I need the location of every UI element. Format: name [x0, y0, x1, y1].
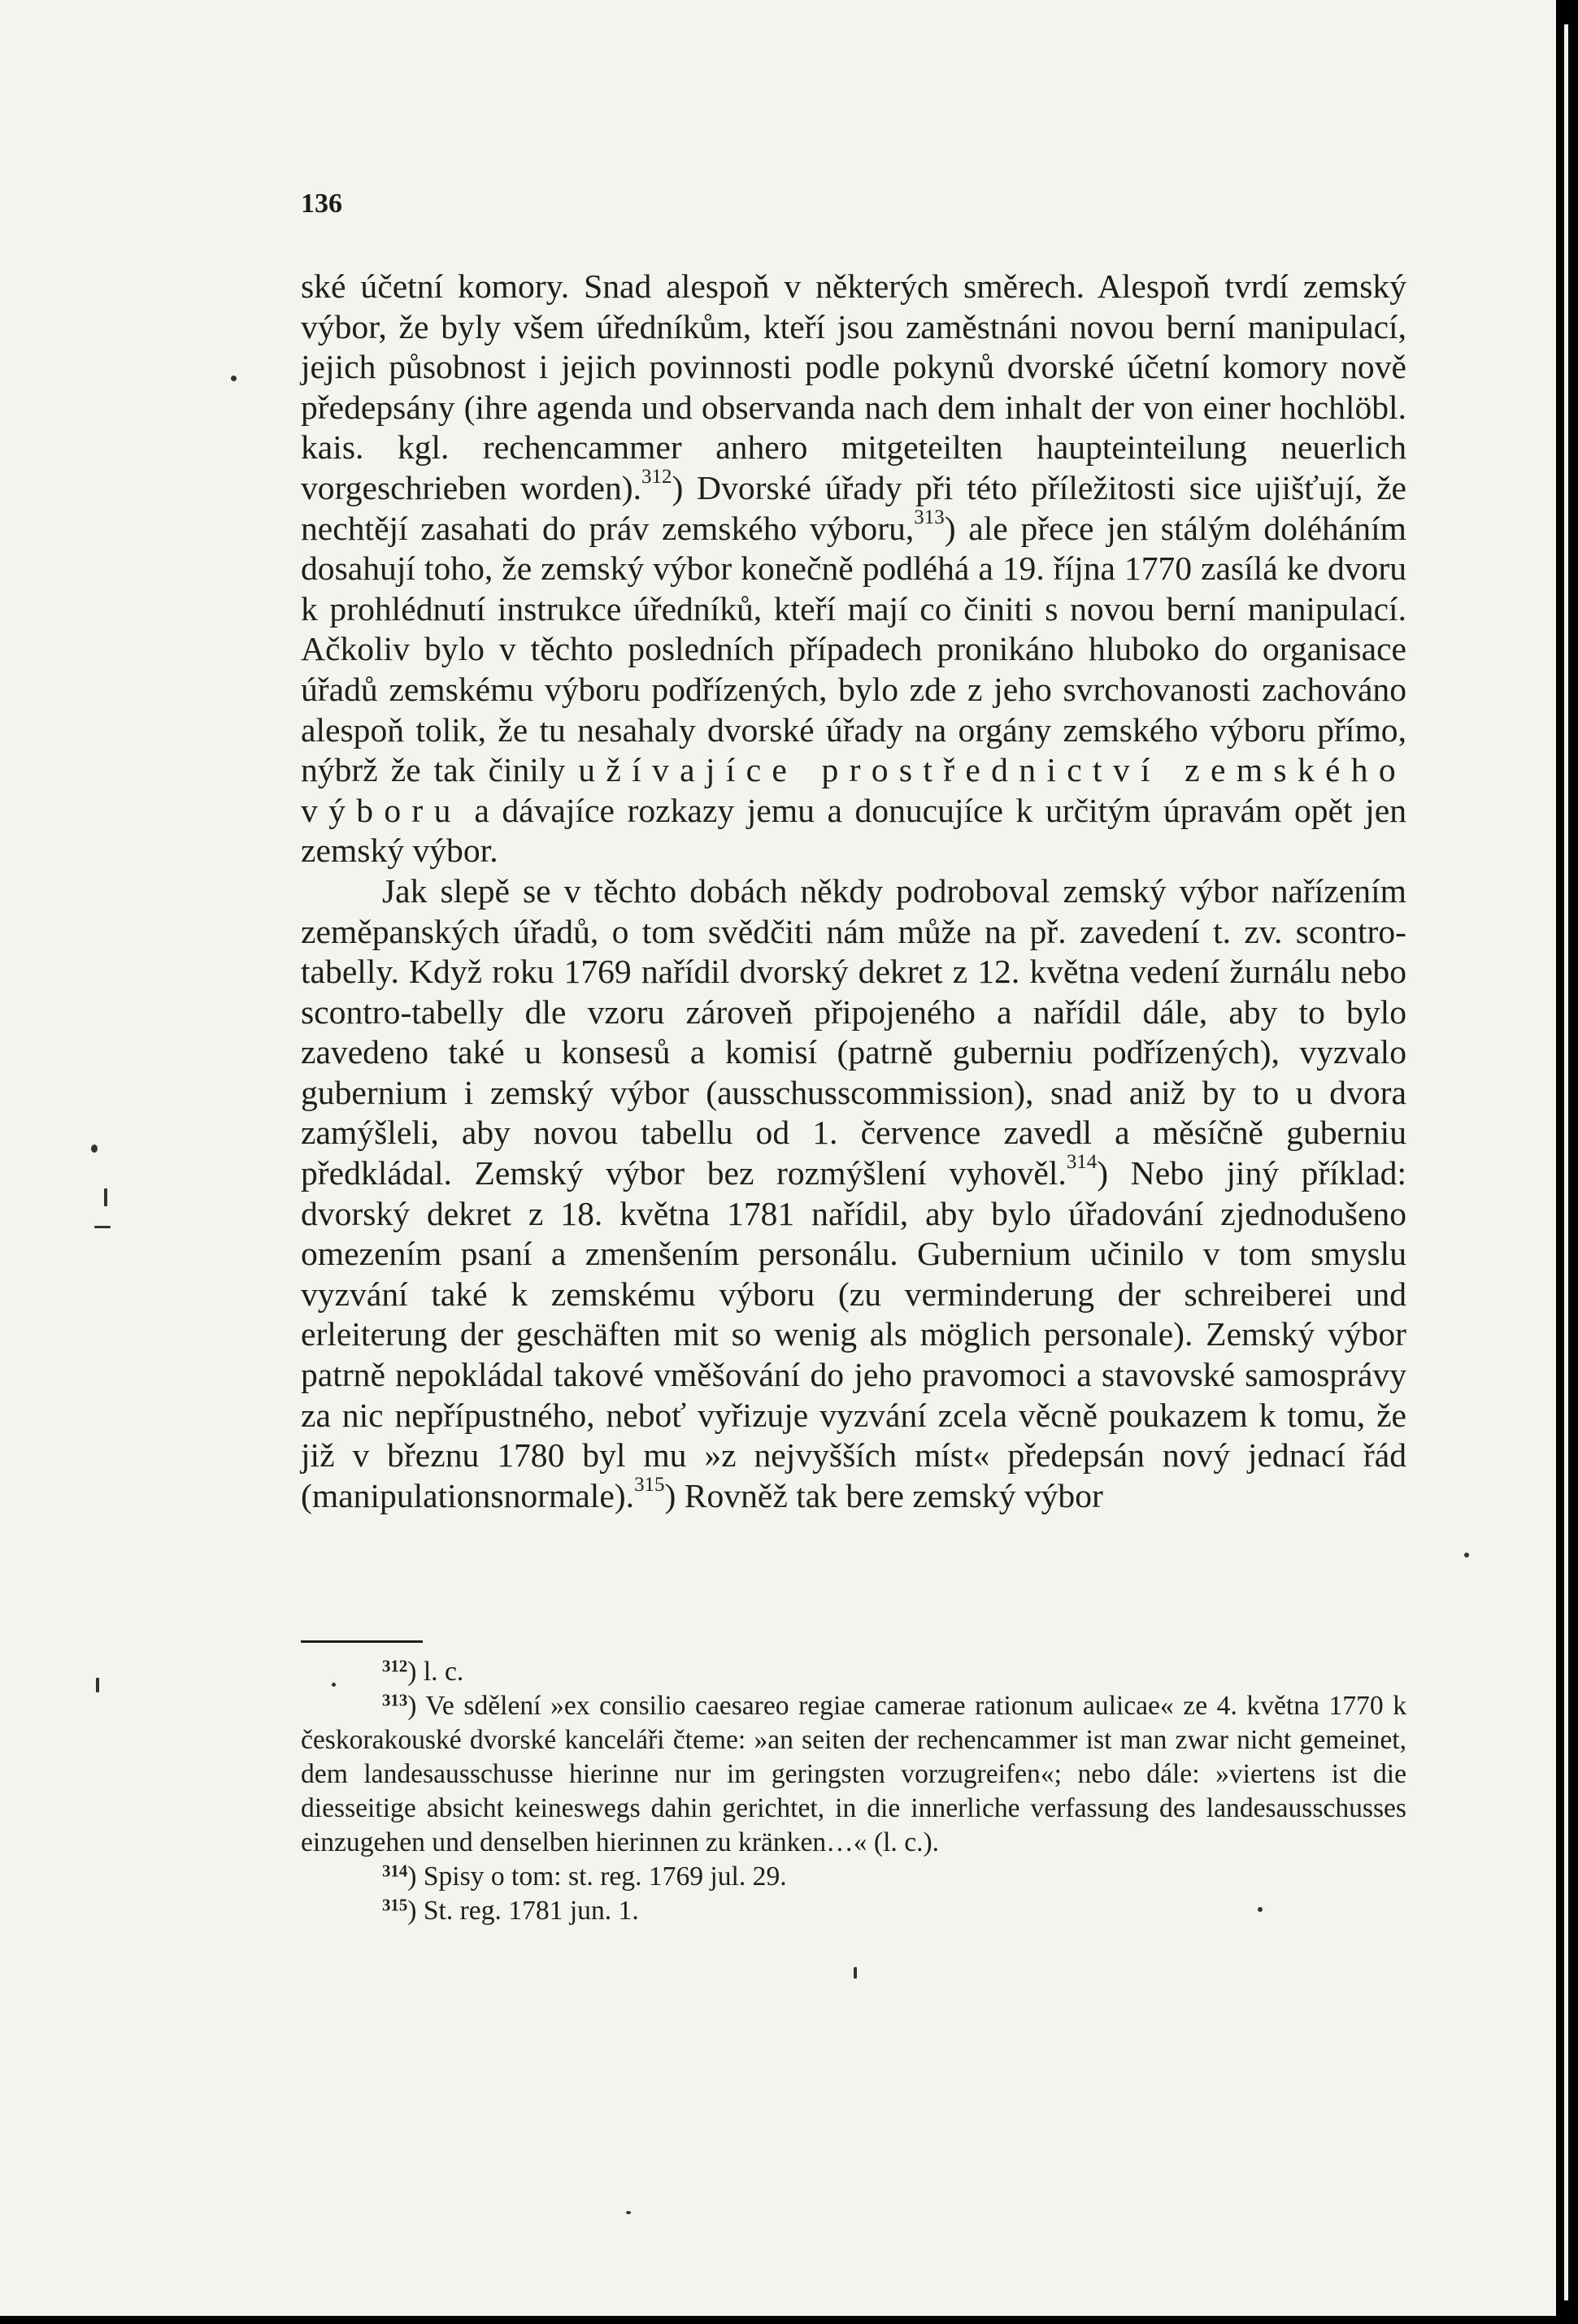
spaced-emphasis: užívajíce prostřednictví zemského výboru — [301, 751, 1406, 829]
footnotes — [301, 1655, 1406, 1928]
footnote-312 — [301, 1655, 1406, 1689]
main-text — [301, 267, 1406, 1516]
scan-speck — [1258, 1907, 1263, 1912]
paragraph-2-text-c: ) Rovněž tak bere zemský výbor — [664, 1476, 1103, 1514]
scan-speck — [332, 1683, 336, 1687]
footnote-text: ) Spisy o tom: st. reg. 1769 jul. 29. — [407, 1861, 787, 1892]
footnote-315 — [301, 1894, 1406, 1928]
footnote-mark: 312 — [382, 1656, 408, 1676]
paragraph-2 — [301, 871, 1406, 1517]
footnote-314 — [301, 1860, 1406, 1894]
paragraph-1 — [301, 267, 1406, 871]
paragraph-2-text-a: Jak slepě se v těchto dobách někdy podroboval zemský výbor nařízením zeměpanských úřadů, o tom svědčiti nám může na př. zavedení t. zv. scontro-tabelly. Když roku 1769 nařídil dvorský dekret z 12. května vedení žurnálu nebo scontro-tabelly dle vzoru zároveň připojeného a nařídil dále, aby to bylo zavedeno také u konsesů a komisí (patrně guberniu podřízených), vyzvalo gubernium i zemský výbor (ausschusscommission), snad aniž by to u dvora zamýšleli, aby novou tabellu od 1. července zavedl a měsíčně guberniu předkládal. Zemský výbor bez rozmýšlení vyhověl. — [301, 871, 1406, 1192]
scan-speck — [231, 376, 237, 381]
scan-speck — [91, 1145, 98, 1153]
footnote-mark: 315 — [382, 1895, 408, 1915]
footnote-divider — [301, 1640, 423, 1643]
scan-speck — [854, 1967, 857, 1979]
footnote-ref-312: 312 — [641, 466, 672, 489]
paragraph-1-text-a: ské účetní komory. Snad alespoň v některých směrech. Alespoň tvrdí zemský výbor, že byly všem úředníkům, kteří jsou zaměstnáni novou berní manipulací, jejich působnost i jejich povinnosti podle pokynů dvorské účetní komory nově předepsány (ihre agenda und observanda nach dem inhalt der von einer hochlöbl. kais. kgl. rechencammer anhero mitgeteilten haupteinteilung neuerlich vorgeschrieben worden). — [301, 267, 1406, 506]
footnote-text: ) l. c. — [407, 1657, 464, 1687]
scan-speck — [104, 1188, 107, 1206]
page-number: 136 — [301, 189, 342, 219]
footnote-313 — [301, 1689, 1406, 1860]
paragraph-1-text-c: ) ale přece jen stálým doléháním dosahují toho, že zemský výbor konečně podléhá a 19. října 1770 zasílá ke dvoru k prohlédnutí instrukce úředníků, kteří mají co činiti s novou berní manipulací. Ačkoliv bylo v těchto posledních případech pronikáno hluboko do organisace úřadů zemskému výboru podřízených, bylo zde z jeho svrchovanosti zachováno alespoň tolik, že tu nesahaly dvorské úřady na orgány zemského výboru přímo, nýbrž že tak činily — [301, 509, 1406, 789]
scan-edge-line — [1564, 24, 1568, 2300]
scan-speck — [626, 2211, 631, 2214]
footnote-mark: 314 — [382, 1861, 408, 1881]
scan-speck — [96, 1678, 99, 1692]
footnote-mark: 313 — [382, 1690, 408, 1710]
paragraph-1-text-d: a dávajíce rozkazy jemu a donucujíce k určitým úpravám opět jen zemský výbor. — [301, 791, 1407, 870]
footnote-text: ) Ve sdělení »ex consilio caesareo regiae camerae rationum aulicae« ze 4. května 1770 k českorakouské dvorské kanceláři čteme: »an seiten der rechencammer ist man zwar nicht gemeinet, dem landesausschusse hierinne nur im geringsten vorzugreifen«; nebo dále: »viertens ist die diesseitige absicht keineswegs dahin gerichtet, in die innerliche verfassung des landesausschusses einzugehen und denselben hierinnen zu kränken…« (l. c.). — [301, 1691, 1406, 1857]
footnote-ref-314: 314 — [1066, 1151, 1098, 1174]
footnote-ref-313: 313 — [914, 506, 945, 528]
scan-speck — [1464, 1553, 1469, 1557]
paragraph-1-text-b: ) Dvorské úřady při této příležitosti sice ujišťují, že nechtějí zasahati do práv zemského výboru, — [301, 468, 1406, 547]
paragraph-2-text-b: ) Nebo jiný příklad: dvorský dekret z 18. května 1781 nařídil, aby bylo úřadování zjednodušeno omezením psaní a zmenšením personálu. Gubernium učinilo v tom smyslu vyzvání také k zemskému výboru (zu verminderung der schreiberei und erleiterung der geschäften mit so wenig als möglich personale). Zemský výbor patrně nepokládal takové vměšování do jeho pravomoci a stavovské samosprávy za nic nepřípustného, neboť vyřizuje vyzvání zcela věcně poukazem k tomu, že již v březnu 1780 byl mu »z nejvyšších míst« předepsán nový jednací řád (manipulationsnormale). — [301, 1154, 1407, 1514]
footnote-ref-315: 315 — [634, 1473, 665, 1496]
scan-speck — [94, 1226, 111, 1228]
footnote-text: ) St. reg. 1781 jun. 1. — [407, 1896, 639, 1926]
